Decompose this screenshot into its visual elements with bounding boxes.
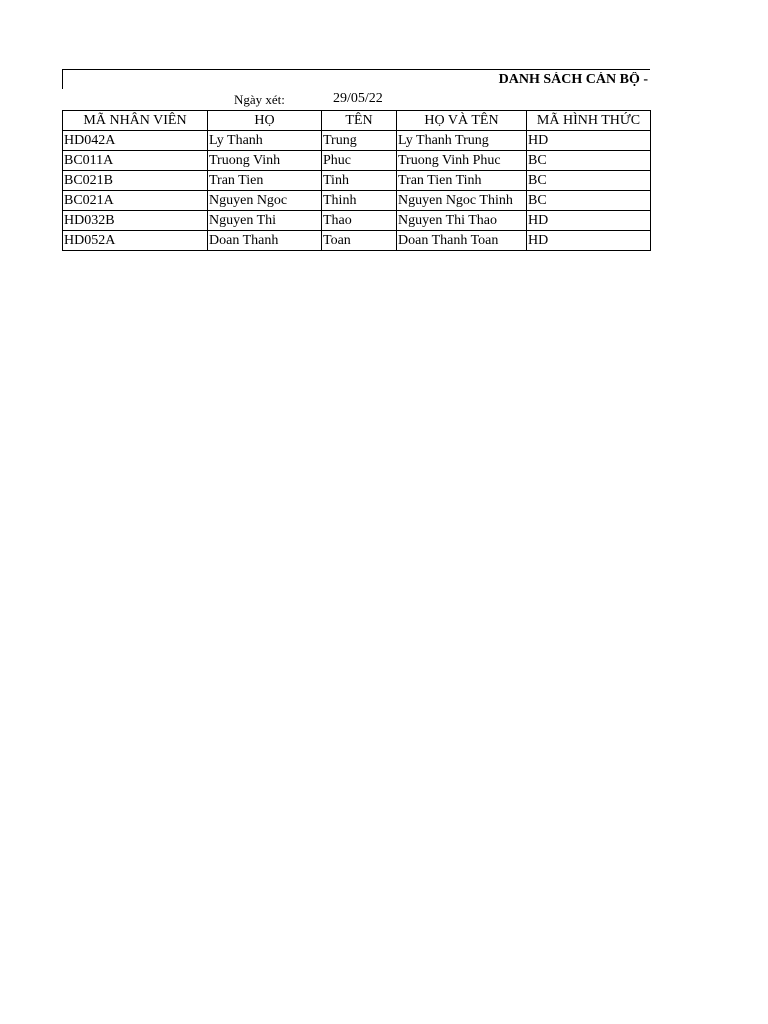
table-row — [63, 211, 651, 231]
cell-first-name: Tinh — [322, 171, 397, 191]
cell-form-code: HD — [527, 211, 651, 231]
cell-form-code: BC — [527, 171, 651, 191]
header-last-name: HỌ — [208, 111, 322, 131]
cell-form-code: HD — [527, 231, 651, 251]
header-employee-code: MÃ NHÂN VIÊN — [63, 111, 208, 131]
sheet-left-border — [62, 69, 63, 89]
table-row — [63, 151, 651, 171]
date-label: Ngày xét: — [234, 92, 285, 107]
cell-full-name: Truong Vinh Phuc — [397, 151, 527, 171]
table-row — [63, 131, 651, 151]
cell-form-code: HD — [527, 131, 651, 151]
cell-employee-code: BC011A — [63, 151, 208, 171]
cell-last-name: Ly Thanh — [208, 131, 322, 151]
date-value: 29/05/22 — [333, 91, 383, 106]
cell-first-name: Thinh — [322, 191, 397, 211]
cell-full-name: Ly Thanh Trung — [397, 131, 527, 151]
table-row — [63, 191, 651, 211]
cell-full-name: Doan Thanh Toan — [397, 231, 527, 251]
header-row — [63, 111, 651, 131]
cell-employee-code: BC021A — [63, 191, 208, 211]
cell-form-code: BC — [527, 151, 651, 171]
cell-employee-code: HD042A — [63, 131, 208, 151]
employee-table — [62, 110, 651, 251]
cell-last-name: Nguyen Thi — [208, 211, 322, 231]
sheet-top-border — [62, 69, 650, 70]
header-full-name: HỌ VÀ TÊN — [397, 111, 527, 131]
cell-full-name: Nguyen Ngoc Thinh — [397, 191, 527, 211]
page-title: DANH SÁCH CÁN BỘ - — [498, 72, 648, 87]
cell-full-name: Nguyen Thi Thao — [397, 211, 527, 231]
cell-first-name: Toan — [322, 231, 397, 251]
table-row — [63, 231, 651, 251]
header-form-code: MÃ HÌNH THỨC — [527, 111, 651, 131]
cell-form-code: BC — [527, 191, 651, 211]
cell-last-name: Nguyen Ngoc — [208, 191, 322, 211]
cell-full-name: Tran Tien Tinh — [397, 171, 527, 191]
cell-employee-code: HD052A — [63, 231, 208, 251]
cell-last-name: Truong Vinh — [208, 151, 322, 171]
cell-employee-code: BC021B — [63, 171, 208, 191]
cell-last-name: Doan Thanh — [208, 231, 322, 251]
header-first-name: TÊN — [322, 111, 397, 131]
cell-employee-code: HD032B — [63, 211, 208, 231]
table-row — [63, 171, 651, 191]
cell-last-name: Tran Tien — [208, 171, 322, 191]
cell-first-name: Thao — [322, 211, 397, 231]
cell-first-name: Trung — [322, 131, 397, 151]
cell-first-name: Phuc — [322, 151, 397, 171]
